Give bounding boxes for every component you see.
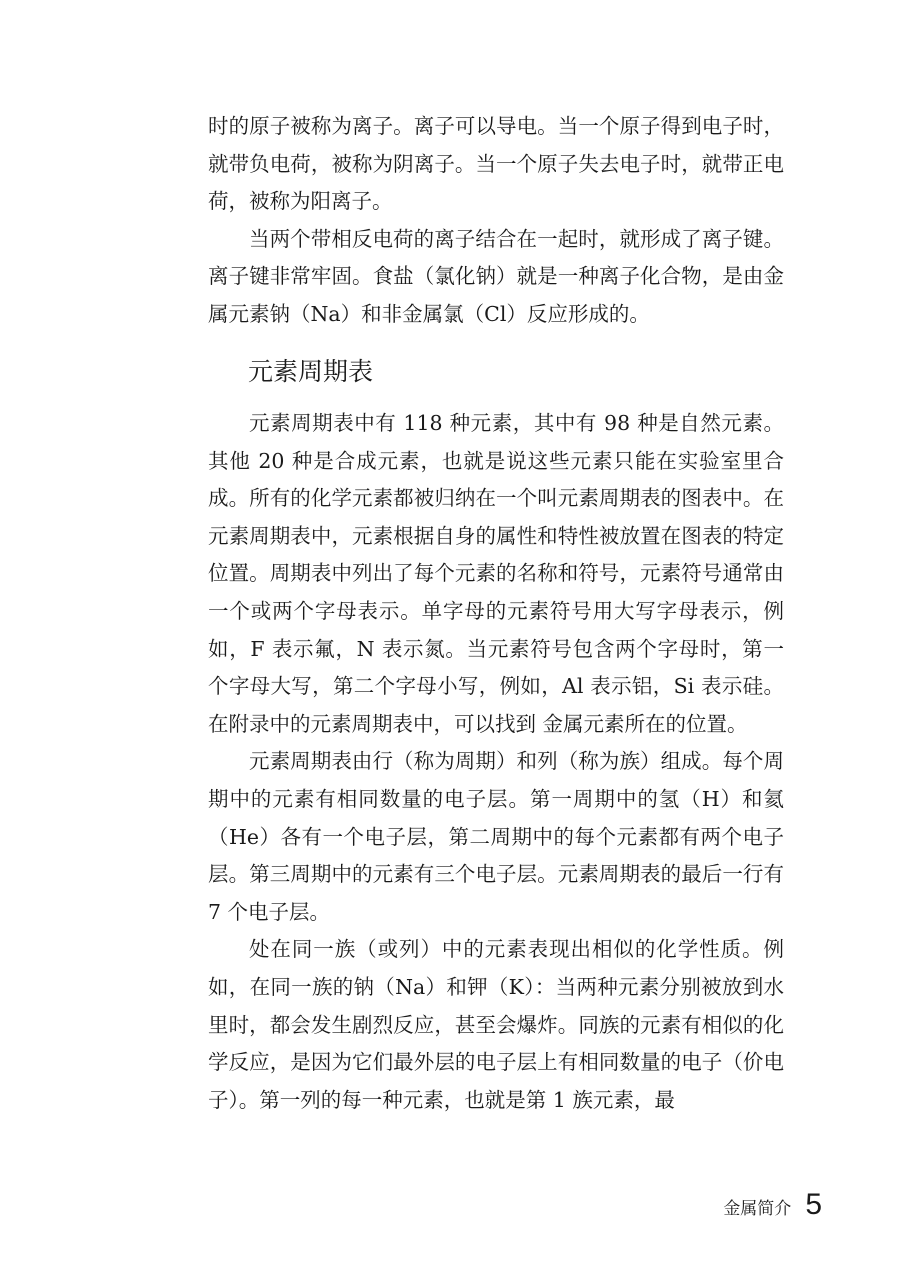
paragraph-ions: 时的原子被称为离子。离子可以导电。当一个原子得到电子时，就带负电荷，被称为阴离子。当一个原子失去电子时，就带正电荷，被称为阳离子。 — [208, 114, 784, 214]
footer-section-title: 金属简介 — [723, 1199, 792, 1219]
paragraph-group-properties: 处在同一族（或列）中的元素表现出相似的化学性质。例如，在同一族的钠（Na）和钾（K）：当两种元素分别被放到水里时，都会发生剧烈反应，甚至会爆炸。同族的元素有相似的化学反应，是因为它们最外层的电子层上有相同数量的电子（价电子）。第一列的每一种元素，也就是第 1 族元素，最 — [208, 937, 784, 1112]
intro-text — [208, 108, 784, 334]
section-heading: 元素周期表 — [248, 357, 374, 386]
paragraph-periodic-table-elements: 元素周期表中有 118 种元素，其中有 98 种是自然元素。其他 20 种是合成元素，也就是说这些元素只能在实验室里合成。所有的化学元素都被归纳在一个叫元素周期表的图表中。在元素周期表中，元素根据自身的属性和特性被放置在图表的特定位置。周期表中列出了每个元素的名称和符号，元素符号通常由一个或两个字母表示。单字母的元素符号用大写字母表示，例如，F 表示氟，N 表示氮。当元素符号包含两个字母时，第一个字母大写，第二个字母小写，例如，Al 表示铝，Si 表示硅。在附录中的元素周期表中，可以找到 金属元素所在的位置。 — [208, 411, 784, 736]
page-number: 5 — [805, 1188, 822, 1221]
paragraph-periods-groups: 元素周期表由行（称为周期）和列（称为族）组成。每个周期中的元素有相同数量的电子层。第一周期中的氢（H）和氦（He）各有一个电子层，第二周期中的每个元素都有两个电子层。第三周期中的元素有三个电子层。元素周期表的最后一行有 7 个电子层。 — [208, 749, 784, 924]
paragraph-ionic-bond: 当两个带相反电荷的离子结合在一起时，就形成了离子键。离子键非常牢固。食盐（氯化钠）就是一种离子化合物，是由金属元素钠（Na）和非金属氯（Cl）反应形成的。 — [208, 226, 784, 326]
page-footer — [723, 1188, 822, 1222]
section-body — [208, 405, 784, 1119]
